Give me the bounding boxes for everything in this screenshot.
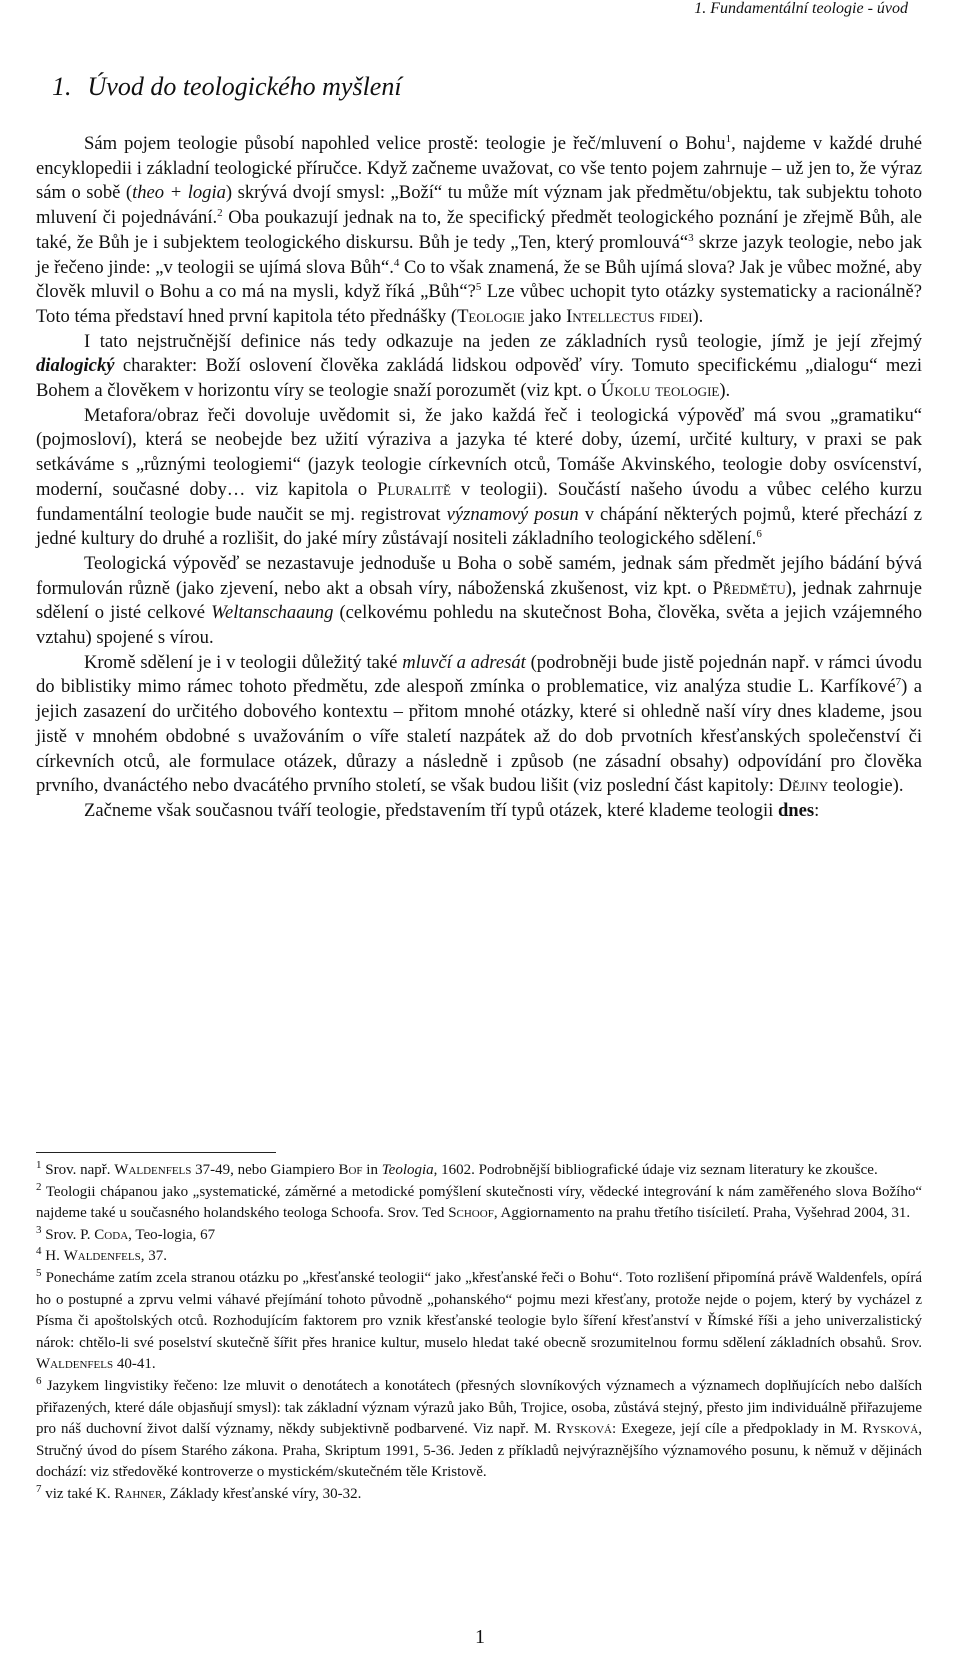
text-run: skrze jazyk teologie, nebo jak je řečeno jinde: „v teologii se ujímá slova Bůh“. bbox=[36, 231, 922, 278]
italic-text: theo + logia bbox=[132, 182, 226, 204]
body-text bbox=[36, 132, 922, 824]
bold-text: dnes bbox=[777, 799, 815, 821]
text-run: Sám pojem teologie působí napohled velice prostě: teologie je řeč/mluvení o Bohu bbox=[84, 133, 726, 154]
small-caps-text: Pluralitě bbox=[377, 478, 451, 500]
text-run: , najdeme v každé druhé encyklopedii i základní teologické příručce. Když začneme uvažovat, co vše tento pojem zahrnuje – už jen to, že výraz sám o sobě ( bbox=[36, 133, 922, 204]
italic-text: významový posun bbox=[446, 503, 579, 525]
paragraph bbox=[36, 330, 922, 404]
text-run: Metafora/obraz řeči dovoluje uvědomit si, že jako každá řeč i teologická výpověď má svou „gramatiku“ (pojmosloví), která se neobejde bez užití výraziva a jazyka té které doby, území, určité kultury, v praxi se pak setkáváme s „různými teologiemi“ (jazyk teologie církevních otců, Tomáše Akvinského, teologie doby osvícenství, moderní, současné doby… viz kapitola o bbox=[36, 404, 922, 500]
text-run: Oba poukazují jednak na to, že specifický předmět teologického poznání je zřejmě Bůh, ale také, že Bůh je i subjektem teologického diskursu. Bůh je tedy „Ten, který promlouvá“ bbox=[36, 207, 922, 253]
page-number: 1 bbox=[475, 1626, 485, 1648]
footnotes bbox=[36, 1160, 922, 1506]
text-run: : Exegeze, její cíle a předpoklady in M. bbox=[612, 1421, 863, 1438]
footnote-marker: 2 bbox=[36, 1180, 42, 1193]
text-run: (podrobněji bude jistě pojednán např. v rámci úvodu do biblistiky mimo rámec tohoto předmětu, zde alespoň zmínka o problematice, viz analýza studie L. Karfíkové bbox=[36, 651, 922, 698]
text-run: , Teo-logia, 67 bbox=[128, 1226, 216, 1243]
footnote bbox=[36, 1246, 922, 1268]
text-run: , 1602. Podrobnější bibliografické údaje viz seznam literatury ke zkoušce. bbox=[433, 1162, 878, 1178]
small-caps-text: Intellectus fidei bbox=[566, 305, 693, 327]
text-run: Kromě sdělení je i v teologii důležitý také bbox=[84, 651, 403, 673]
small-caps-text: Waldenfels bbox=[63, 1248, 141, 1265]
chapter-number: 1. bbox=[52, 72, 72, 101]
text-run: H. bbox=[41, 1248, 64, 1265]
paragraph bbox=[36, 651, 922, 799]
footnote bbox=[36, 1376, 922, 1484]
text-run: (celkovému pohledu na skutečnost Boha, člověka, světa a jejich vzájemného vztahu) spojené s vírou. bbox=[36, 602, 923, 649]
footnote-marker: 1 bbox=[725, 132, 732, 145]
footnote bbox=[36, 1160, 922, 1182]
footnote-marker: 4 bbox=[36, 1245, 42, 1258]
paragraph bbox=[36, 132, 922, 330]
small-caps-text: Rahner bbox=[114, 1485, 163, 1502]
paragraph bbox=[36, 552, 922, 651]
paragraph bbox=[36, 404, 922, 552]
text-run: in bbox=[362, 1162, 382, 1178]
small-caps-text: Bof bbox=[338, 1162, 363, 1178]
footnote-marker: 5 bbox=[36, 1266, 42, 1279]
text-run: Ponecháme zatím zcela stranou otázku po „křesťanské teologii“ jako „křesťanské řeči o Bohu“. Toto rozlišení připomíná právě Waldenfels, opírá ho o postupné a zprvu velmi váhavé přejímání tohoto původně „pohanského“ pojmu mezi křesťany, protože nejde o pojem, který by vycházel z Písma či apoštolských otců. Rozhodujícím faktorem pro vznik křesťanské teologie bylo šíření křesťanství v Římské říši a jeho univerzalistický nárok: chtělo-li své poselství skutečně šířit přes hranice kultur, muselo hledat také obecně srozumitelnou formu sdělení základních obsahů. Srov. bbox=[36, 1269, 922, 1351]
small-caps-text: Coda bbox=[94, 1226, 129, 1243]
text-run: Srov. P. bbox=[41, 1226, 95, 1243]
footnote-separator bbox=[36, 1152, 276, 1153]
text-run: Začneme však současnou tváří teologie, představením tří typů otázek, které klademe teologii bbox=[84, 799, 778, 821]
text-run: Teologická výpověď se nezastavuje jednoduše u Boha o sobě samém, jednak sám předmět jejího bádání bývá formulován různě (jako zjevení, nebo akt a obsah víry, náboženská zkušenost, viz kpt. o bbox=[36, 552, 922, 599]
footnote-marker: 7 bbox=[36, 1482, 42, 1495]
footnote bbox=[36, 1484, 922, 1506]
text-run: ). bbox=[692, 305, 704, 327]
text-run: , Základy křesťanské víry, 30-32. bbox=[162, 1485, 362, 1502]
footnote bbox=[36, 1182, 922, 1225]
running-header: 1. Fundamentální teologie - úvod bbox=[694, 0, 908, 17]
footnote-marker: 2 bbox=[217, 206, 223, 219]
chapter-title bbox=[52, 72, 418, 102]
text-run: Co to však znamená, že se Bůh ujímá slova? Jak je vůbec možné, aby člověk mluvil o Bohu a co má na mysli, když říká „Bůh“? bbox=[36, 256, 922, 303]
footnote-marker: 3 bbox=[36, 1223, 42, 1236]
footnote-marker: 6 bbox=[36, 1374, 42, 1387]
text-run: 40-41. bbox=[113, 1356, 156, 1373]
footnote-marker: 7 bbox=[895, 676, 902, 689]
footnote-marker: 6 bbox=[756, 528, 762, 541]
text-run: , Stručný úvod do písem Starého zákona. Praha, Skriptum 1991, 5-36. Jeden z příkladů nejvýraznějšího významového posunu, k němuž v dějinách dochází: viz středověké kontroverze o mystickém/skutečném těle Kristově. bbox=[36, 1421, 922, 1481]
footnote-marker: 1 bbox=[36, 1159, 42, 1171]
text-run: v teologii). Součástí našeho úvodu a vůbec celého kurzu fundamentální teologie bude naučit se mj. registrovat bbox=[36, 478, 922, 525]
small-caps-text: Úkolu teologie bbox=[600, 380, 720, 402]
text-run: , 37. bbox=[140, 1248, 167, 1265]
small-caps-text: Waldenfels bbox=[36, 1356, 114, 1373]
footnote-marker: 5 bbox=[475, 281, 482, 294]
italic-text: mluvčí a adresát bbox=[402, 651, 526, 673]
small-caps-text: Dějiny bbox=[778, 775, 829, 797]
text-run: , Aggiornamento na prahu třetího tisíciletí. Praha, Vyšehrad 2004, 31. bbox=[493, 1205, 911, 1222]
paragraph bbox=[36, 799, 922, 824]
small-caps-text: Rysková bbox=[862, 1421, 919, 1438]
footnote bbox=[36, 1225, 922, 1247]
footnote-marker: 4 bbox=[393, 256, 400, 269]
text-run: ) a jejich zasazení do určitého dobového kontextu – přitom mnohé otázky, které si ohledně naší víry dnes klademe, jsou jistě v mnohém obdobné s uvažováním o víře staletí nazpátek až do dob prvotních křesťanských společenství či církevních otců, ale formulace otázek, důrazy a následně i způsob (ne zásadní obsahy) odpovídání pro člověka prvního, dvanáctého nebo dvacátého prvního století, se však budou lišit (viz poslední část kapitoly: bbox=[36, 676, 923, 797]
text-run: teologie). bbox=[828, 775, 904, 797]
small-caps-text: Předmětu bbox=[712, 577, 786, 599]
text-run: v chápání některých pojmů, které přechází z jedné kultury do druhé a rozlišit, do jaké míry zůstávají nositeli základního teologického sdělení. bbox=[36, 503, 923, 550]
text-run: 37-49, nebo Giampiero bbox=[191, 1162, 339, 1178]
text-run: I tato nejstručnější definice nás tedy odkazuje na jeden ze základních rysů teologie, jímž je její zřejmý bbox=[84, 330, 922, 352]
italic-text: Teologia bbox=[381, 1162, 434, 1178]
emphasis-text: dialogický bbox=[36, 355, 115, 377]
small-caps-text: Rysková bbox=[556, 1421, 612, 1438]
italic-text: Weltanschaaung bbox=[211, 602, 334, 624]
footnote-marker: 3 bbox=[688, 231, 694, 244]
text-run: Lze vůbec uchopit tyto otázky systematicky a racionálně? Toto téma představí hned první kapitola této přednášky ( bbox=[36, 281, 922, 327]
text-run: : bbox=[814, 799, 820, 821]
text-run: charakter: Boží oslovení člověka zakládá lidskou odpověď víry. Tomuto specifickému „dialogu“ mezi Bohem a člověkem v horizontu víry se teologie snaží porozumět (viz kpt. o bbox=[36, 355, 922, 402]
text-run: Teologii chápanou jako „systematické, záměrné a metodické pomýšlení skutečnosti víry, vědecké integrování k nám zaměřeného slova Božího“ najdeme také u současného holandského teologa Schoofa. Srov. Ted bbox=[36, 1183, 922, 1222]
text-run: Jazykem lingvistiky řečeno: lze mluvit o denotátech a konotátech (přesných slovníkových významech a významech doplňujících nebo dalších přiřazených, které dále objasňují smysl): tak základní význam výrazů jako Bůh, Trojice, osoba, zůstává stejný, přesto jim individuálně přiřazujeme pro náš duchovní život další významy, někdy subjektivně podbarvené. Viz např. M. bbox=[36, 1377, 922, 1438]
text-run: jako bbox=[524, 305, 567, 327]
text-run: ). bbox=[719, 380, 731, 402]
text-run: viz také K. bbox=[41, 1485, 115, 1502]
small-caps-text: Waldenfels bbox=[114, 1162, 192, 1178]
text-run: ), jednak zahrnuje sdělení o jisté celkové bbox=[36, 577, 922, 624]
small-caps-text: Schoof bbox=[448, 1205, 494, 1222]
footnote bbox=[36, 1268, 922, 1376]
small-caps-text: Teologie bbox=[457, 305, 525, 327]
text-run: Srov. např. bbox=[41, 1162, 115, 1178]
text-run: ) skrývá dvojí smysl: „Boží“ tu může mít význam jak předmětu/objektu, tak subjektu tohoto mluvení či pojednávání. bbox=[36, 182, 922, 229]
chapter-heading: Úvod do teologického myšlení bbox=[87, 72, 402, 101]
